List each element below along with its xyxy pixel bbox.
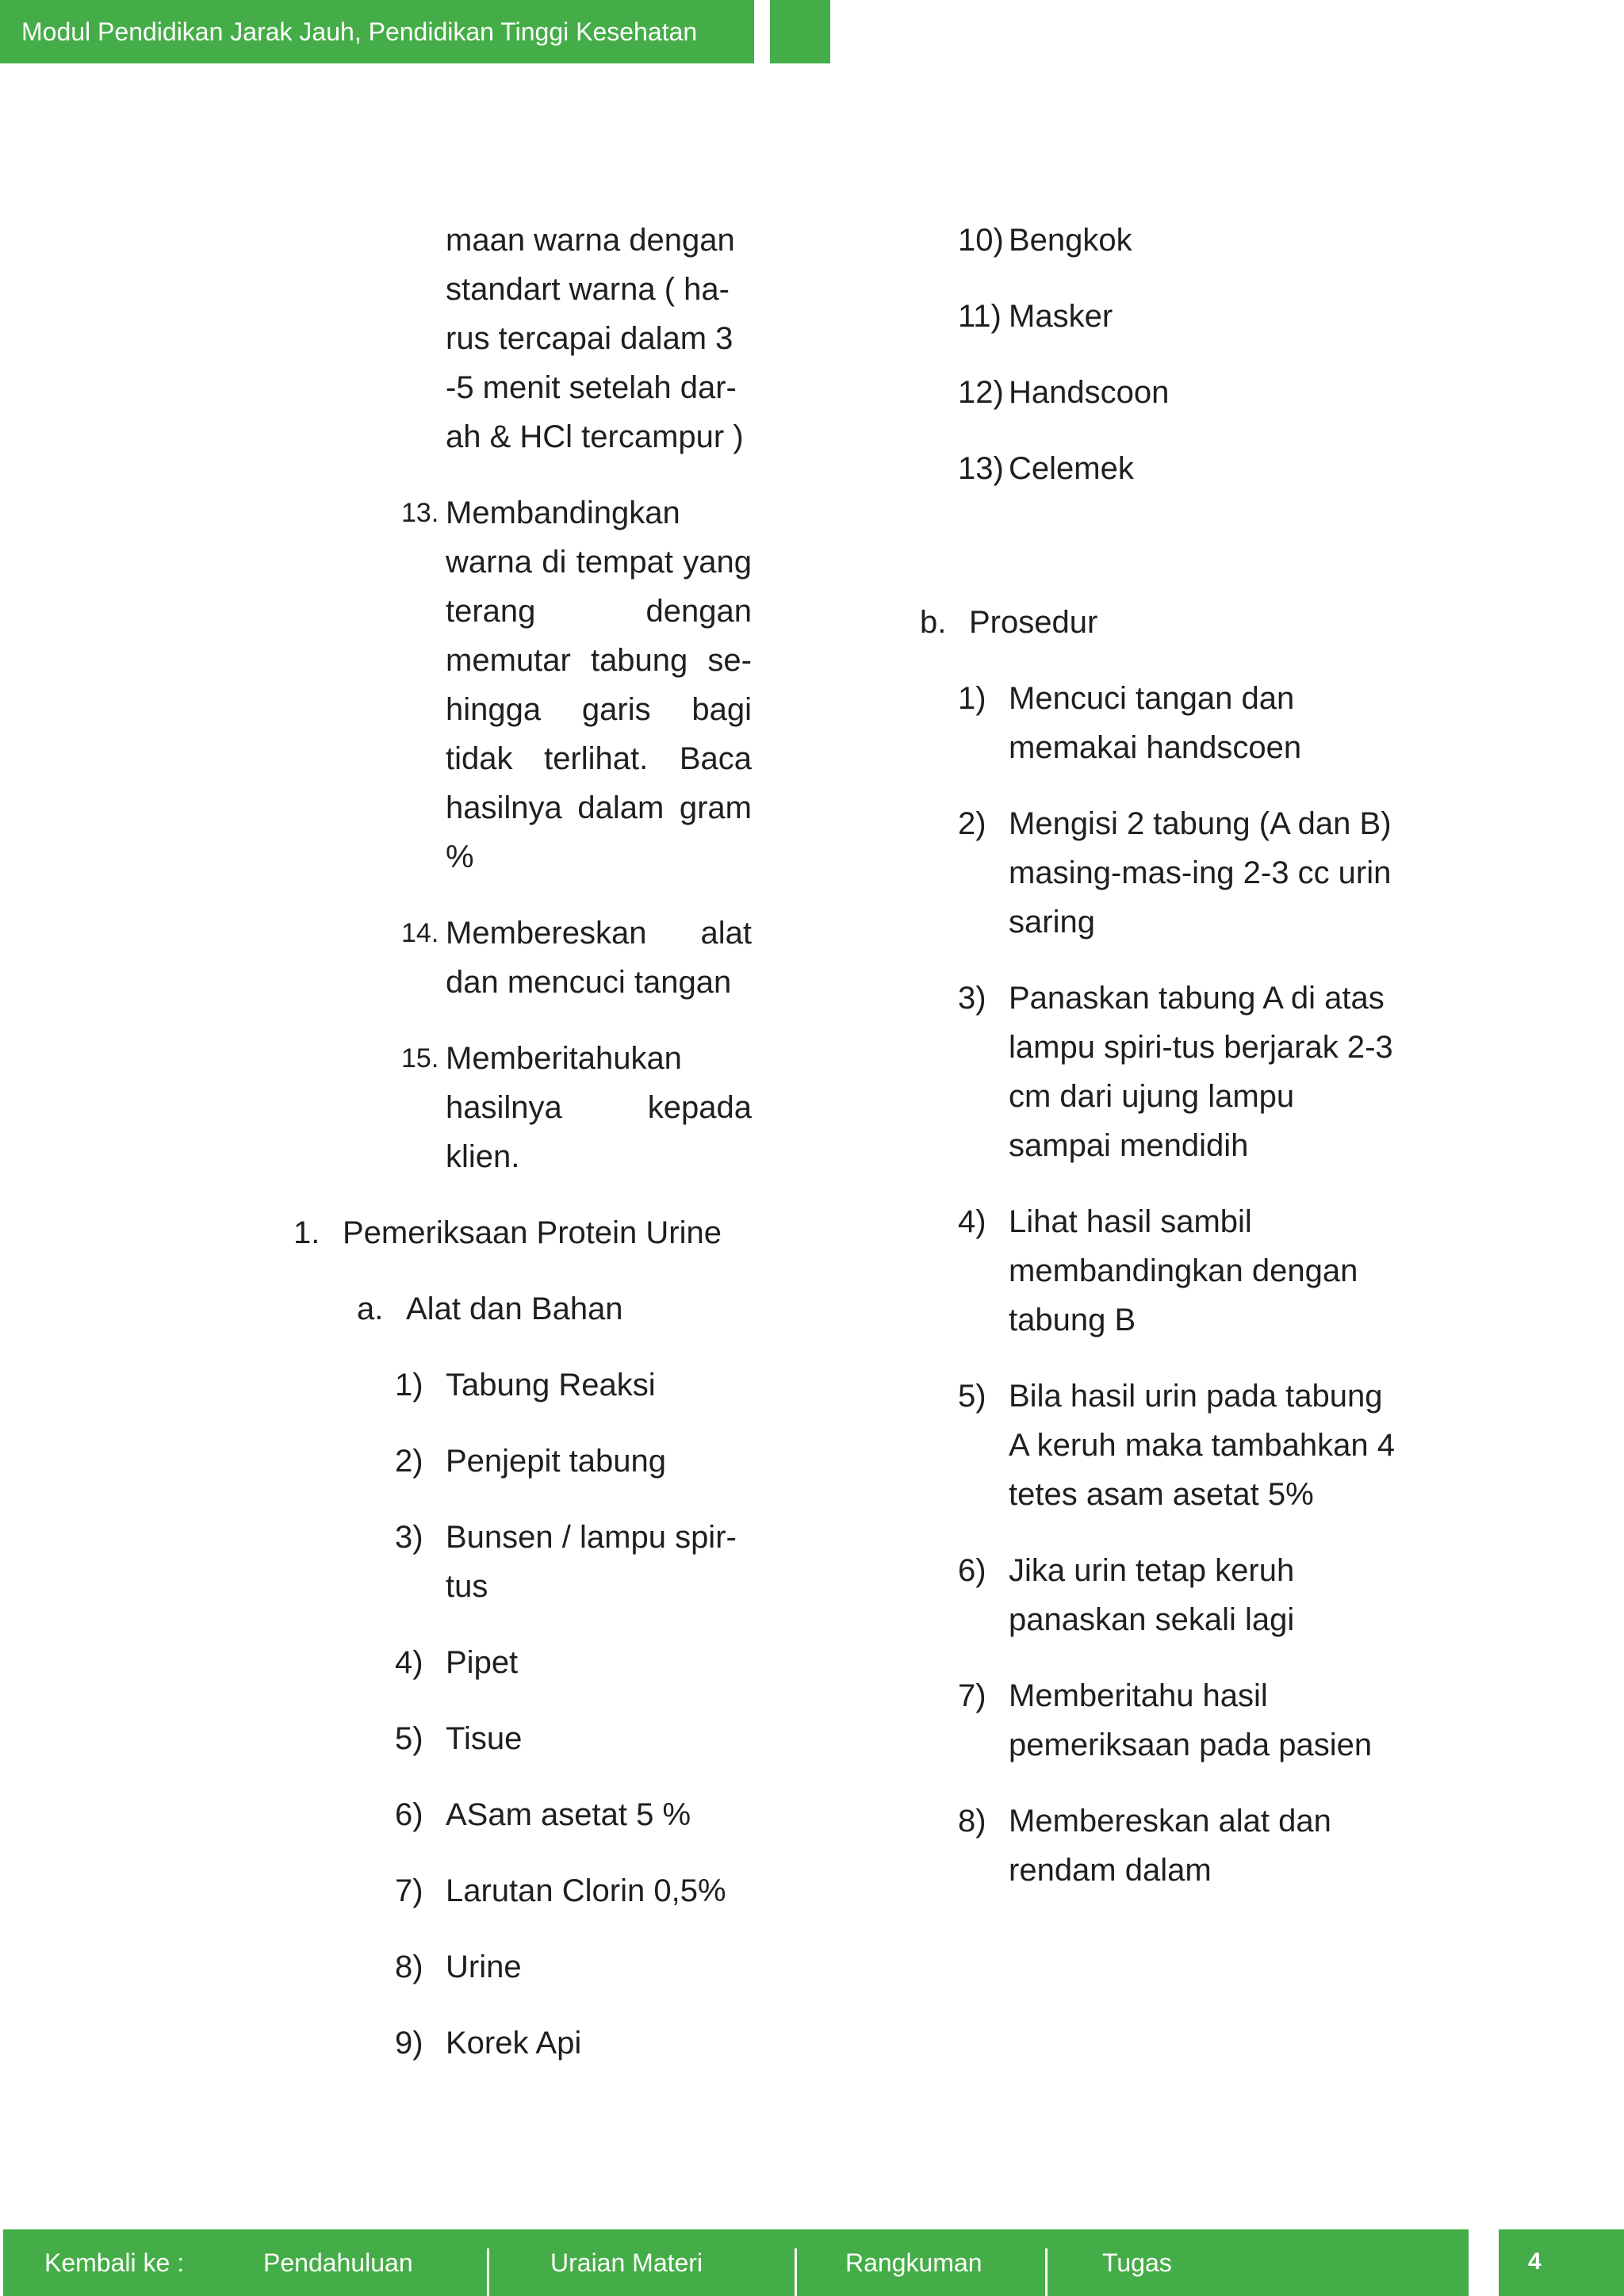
page-number-box xyxy=(1499,2229,1624,2296)
list-number: 7) xyxy=(395,1873,423,1908)
list-item xyxy=(395,1866,752,1915)
header-title: Modul Pendidikan Jarak Jauh, Pendidikan Tinggi Kesehatan xyxy=(0,0,754,63)
list-text: Tisue xyxy=(446,1721,523,1756)
list-number: 5) xyxy=(958,1379,986,1414)
subsection-heading xyxy=(920,598,1402,647)
page-number: 4 xyxy=(1528,2248,1542,2275)
list-text: Membereskan alat dan rendam dalam xyxy=(1009,1804,1331,1888)
list-text: Membereskan alat dan mencuci tangan xyxy=(446,916,752,1000)
subsection-title: Prosedur xyxy=(969,605,1098,640)
continued-step-line: maan warna dengan xyxy=(446,223,735,258)
list-number: 2) xyxy=(958,806,986,841)
list-number: 14. xyxy=(401,918,439,948)
list-number: 4) xyxy=(958,1204,986,1239)
list-item xyxy=(958,368,1402,417)
nav-divider xyxy=(487,2248,489,2296)
subsection-letter: b. xyxy=(920,605,947,640)
list-item xyxy=(958,1671,1402,1770)
list-number: 8) xyxy=(395,1950,423,1984)
list-number: 15. xyxy=(401,1043,439,1073)
list-text: Masker xyxy=(1009,299,1113,334)
footer-nav xyxy=(3,2229,1469,2296)
list-item xyxy=(395,1790,752,1839)
nav-link-rangkuman[interactable]: Rangkuman xyxy=(845,2248,982,2277)
list-text: Memberitahu hasil pemeriksaan pada pasien xyxy=(1009,1678,1373,1762)
list-number: 5) xyxy=(395,1721,423,1756)
continued-step-line: -5 menit setelah dar- xyxy=(446,370,737,405)
list-text: Panaskan tabung A di atas lampu spiri-tus berjarak 2-3 cm dari ujung lampu sampai mendidih xyxy=(1009,981,1393,1163)
subsection-letter: a. xyxy=(357,1292,384,1326)
list-number: 2) xyxy=(395,1444,423,1479)
continued-step-line: rus tercapai dalam 3 xyxy=(446,321,733,356)
list-text: Handscoon xyxy=(1009,375,1170,410)
list-text: Pipet xyxy=(446,1645,519,1680)
list-item xyxy=(958,1372,1402,1519)
list-item xyxy=(401,909,752,1007)
section-title: Pemeriksaan Protein Urine xyxy=(343,1215,722,1250)
list-text: Penjepit tabung xyxy=(446,1444,667,1479)
subsection-title: Alat dan Bahan xyxy=(406,1292,623,1326)
list-number: 6) xyxy=(958,1553,986,1588)
list-text: Korek Api xyxy=(446,2026,582,2061)
list-item xyxy=(395,1437,752,1486)
list-text: Mencuci tangan dan memakai handscoen xyxy=(1009,681,1302,765)
subsection-heading xyxy=(357,1284,752,1334)
list-number: 9) xyxy=(395,2026,423,2061)
right-column xyxy=(920,216,1402,1895)
list-text: Bila hasil urin pada tabung A keruh maka tambahkan 4 tetes asam asetat 5% xyxy=(1009,1379,1395,1512)
list-item xyxy=(958,1197,1402,1345)
list-text: Larutan Clorin 0,5% xyxy=(446,1873,726,1908)
list-item xyxy=(958,292,1402,341)
list-number: 1) xyxy=(395,1368,423,1402)
list-number: 3) xyxy=(395,1520,423,1555)
list-item xyxy=(958,1797,1402,1895)
list-number: 11) xyxy=(958,299,1002,334)
list-item xyxy=(395,1714,752,1763)
list-item xyxy=(958,1546,1402,1644)
section-heading xyxy=(293,1208,752,1257)
list-item xyxy=(395,1360,752,1410)
nav-link-pendahuluan[interactable]: Pendahuluan xyxy=(263,2248,413,2277)
list-item xyxy=(958,216,1402,265)
list-text: Bunsen / lampu spir-tus xyxy=(446,1520,737,1604)
header-tab xyxy=(770,0,830,63)
continued-step-line: ah & HCl tercampur ) xyxy=(446,419,744,454)
list-item xyxy=(958,444,1402,493)
list-number: 13. xyxy=(401,498,439,528)
list-number: 1) xyxy=(958,681,986,716)
list-number: 4) xyxy=(395,1645,423,1680)
list-number: 7) xyxy=(958,1678,986,1713)
list-text: Lihat hasil sambil membandingkan dengan tabung B xyxy=(1009,1204,1358,1337)
nav-link-tugas[interactable]: Tugas xyxy=(1102,2248,1172,2277)
list-text: Urine xyxy=(446,1950,522,1984)
list-number: 13) xyxy=(958,451,1004,486)
list-item xyxy=(395,2019,752,2068)
list-text: Membandingkan warna di tempat yang terang dengan memutar tabung se-hingga garis bagi tidak terlihat. Baca hasilnya dalam gram % xyxy=(446,496,752,874)
list-number: 6) xyxy=(395,1797,423,1832)
list-number: 12) xyxy=(958,375,1004,410)
section-number: 1. xyxy=(293,1215,320,1250)
list-item xyxy=(395,1638,752,1687)
list-text: ASam asetat 5 % xyxy=(446,1797,691,1832)
list-item xyxy=(395,1942,752,1992)
nav-link-uraian-materi[interactable]: Uraian Materi xyxy=(550,2248,703,2277)
nav-divider xyxy=(795,2248,797,2296)
continued-step-line: standart warna ( ha- xyxy=(446,272,730,307)
list-text: Bengkok xyxy=(1009,223,1132,258)
list-number: 3) xyxy=(958,981,986,1016)
left-column xyxy=(293,216,752,2068)
list-number: 8) xyxy=(958,1804,986,1839)
list-text: Celemek xyxy=(1009,451,1134,486)
back-label: Kembali ke : xyxy=(44,2248,185,2277)
list-item xyxy=(401,1034,752,1181)
list-item xyxy=(395,1513,752,1611)
nav-divider xyxy=(1045,2248,1048,2296)
list-text: Tabung Reaksi xyxy=(446,1368,656,1402)
list-number: 10) xyxy=(958,223,1004,258)
list-item xyxy=(958,974,1402,1170)
list-item xyxy=(958,674,1402,772)
list-text: Mengisi 2 tabung (A dan B) masing-mas-ing 2-3 cc urin saring xyxy=(1009,806,1392,939)
list-text: Jika urin tetap keruh panaskan sekali lagi xyxy=(1009,1553,1295,1637)
list-item xyxy=(401,488,752,882)
list-text: Memberitahukan hasilnya kepada klien. xyxy=(446,1041,752,1174)
list-item xyxy=(958,799,1402,947)
